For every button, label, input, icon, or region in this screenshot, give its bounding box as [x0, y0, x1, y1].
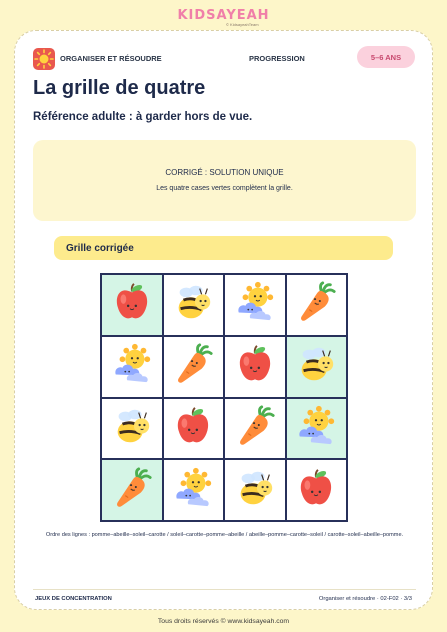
grid-cell: [102, 399, 162, 459]
sun-cloud-icon: [233, 280, 277, 329]
grid-cell: [164, 337, 224, 397]
page-title: La grille de quatre: [33, 77, 206, 99]
footer-right: Organiser et résoudre · 02-F02 · 3/3: [318, 596, 412, 602]
bee-icon: [233, 466, 277, 515]
grid-cell: [287, 460, 347, 520]
carrot-icon: [233, 404, 277, 453]
grid-cell: [164, 275, 224, 335]
sun-cloud-icon: [294, 404, 338, 453]
brand-logo: KIDSAYEAH: [177, 8, 270, 23]
grid-cell: [287, 399, 347, 459]
grid-cell: [102, 337, 162, 397]
bee-icon: [294, 342, 338, 391]
copyright: Tous droits réservés © www.kidsayeah.com: [157, 618, 290, 625]
grid-cell: [287, 337, 347, 397]
grid-cell: [102, 460, 162, 520]
category-label: ORGANISER ET RÉSOUDRE: [60, 54, 162, 63]
row-order-text: Ordre des lignes : pomme–abeille–soleil–carotte / soleil–carotte–pomme–abeille / abeille–pomme–carotte–soleil / carotte–soleil–abeille–pomme.: [45, 532, 404, 538]
level-label: PROGRESSION: [249, 54, 305, 63]
grid-cell: [225, 399, 285, 459]
carrot-icon: [110, 466, 154, 515]
apple-icon: [233, 342, 277, 391]
brand-tagline: © KidsayeahTeam: [226, 22, 259, 27]
grid-cell: [164, 399, 224, 459]
answer-text: Les quatre cases vertes complètent la grille.: [156, 185, 293, 192]
answer-box: [33, 140, 416, 221]
grid-cell: [225, 275, 285, 335]
sun-cloud-icon: [110, 342, 154, 391]
worksheet-page: [14, 30, 433, 610]
bee-icon: [171, 280, 215, 329]
section-title: Grille corrigée: [54, 236, 393, 260]
sun-cloud-icon: [171, 466, 215, 515]
footer-left: JEUX DE CONCENTRATION: [35, 596, 112, 602]
grid-cell: [287, 275, 347, 335]
apple-icon: [171, 404, 215, 453]
grid-cell: [225, 460, 285, 520]
bee-icon: [110, 404, 154, 453]
carrot-icon: [294, 280, 338, 329]
grid-cell: [102, 275, 162, 335]
age-badge: 5–6 ANS: [357, 46, 415, 68]
answer-title: CORRIGÉ : SOLUTION UNIQUE: [165, 168, 284, 177]
sun-icon: [33, 48, 55, 70]
footer-divider: [33, 589, 416, 590]
carrot-icon: [171, 342, 215, 391]
apple-icon: [294, 466, 338, 515]
grid-cell: [225, 337, 285, 397]
apple-icon: [110, 280, 154, 329]
grid-cell: [164, 460, 224, 520]
page-subtitle: Référence adulte : à garder hors de vue.: [33, 111, 253, 123]
answer-grid: [100, 273, 348, 522]
